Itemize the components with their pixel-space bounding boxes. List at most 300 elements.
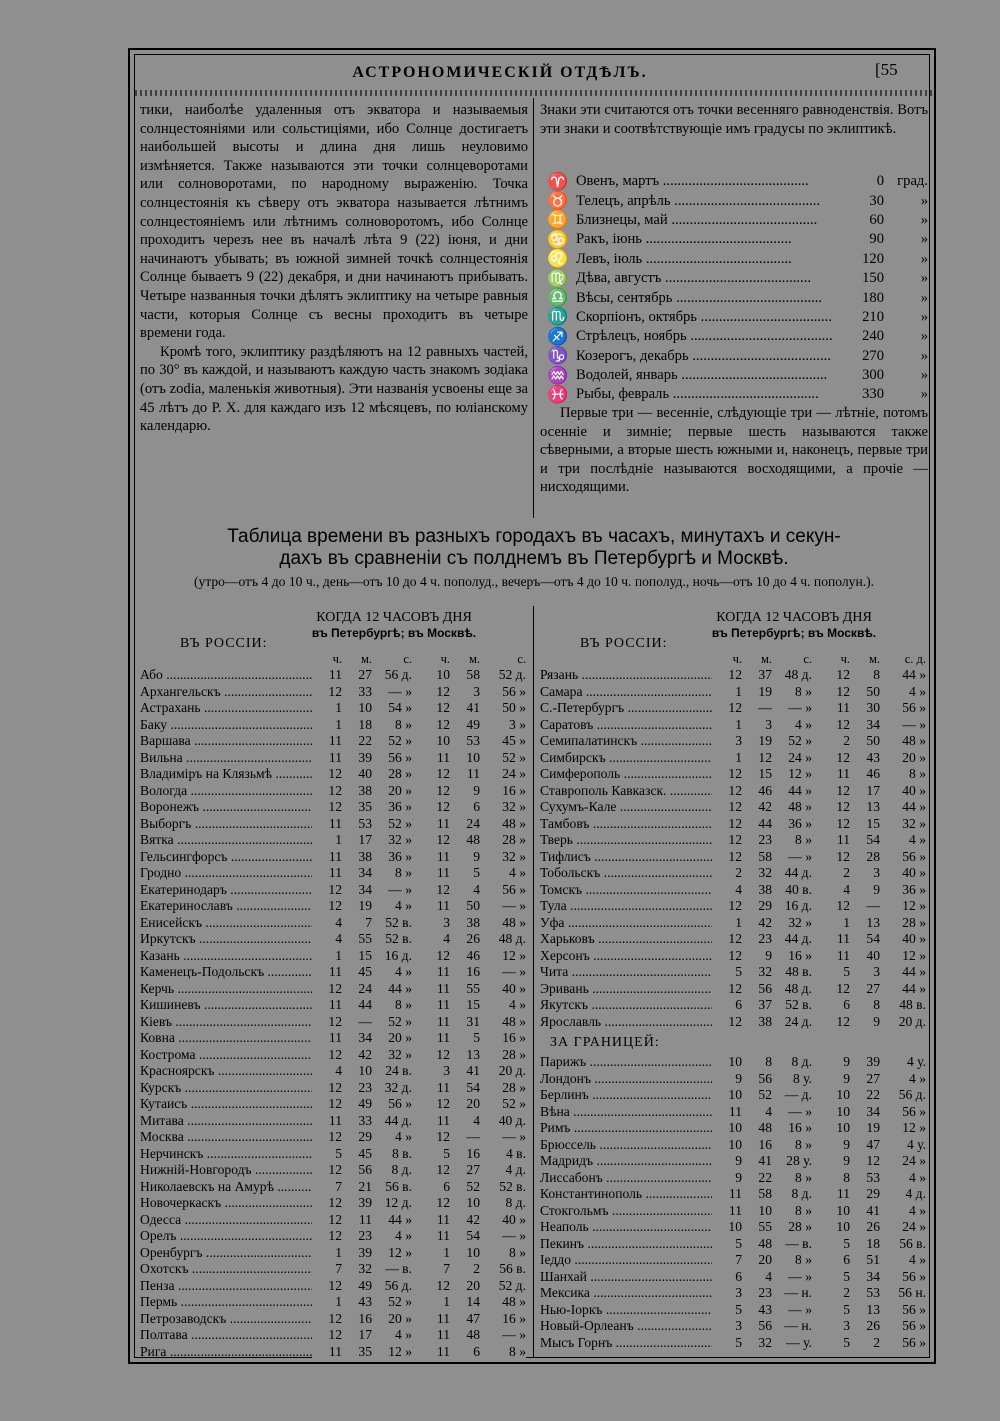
time-value: 11 (712, 1203, 742, 1220)
zodiac-unit: » (890, 231, 928, 248)
unit-label: с. (803, 652, 812, 666)
table-row (140, 1030, 528, 1047)
time-value: 4 » (372, 964, 412, 981)
paragraph-solstice: тики, наиболѣе удаленныя отъ экватора и называемыя солнцестояніями или сольстиціями, ибо Солнце достигаетъ наибольшей высоты и длина дня лишь неуловимо измѣняется. Также называются эти точки солнцеворотами или солноворотами, по народному выраженію. Точка солнцестоянія къ сѣверу отъ экватора называется лѣтнимъ солнцестояніемъ или лѣтнимъ солноворотомъ, ибо Солнце проходитъ черезъ нее въ началѣ лѣта 9 (22) іюня, и дни начинаютъ убывать; въ южной зимней точкѣ солнцестоянія Солнце бываетъ 9 (22) декабря, и дни начинаютъ прибывать. Четыре названныя точки дѣлятъ эклиптику на четыре равныя части, которыя Солнце съ весны проходитъ въ четыре времени года. (140, 102, 528, 342)
time-value: 44 д. (772, 865, 812, 882)
time-value: 49 (342, 1278, 372, 1295)
time-value: 12 (812, 799, 850, 816)
time-value: 33 (342, 684, 372, 701)
time-value: 1 (312, 1294, 342, 1311)
table-row (540, 1318, 928, 1335)
time-value: 16 » (772, 948, 812, 965)
unit-label: с. (517, 652, 526, 666)
time-value: 52 в. (372, 931, 412, 948)
time-value: — » (772, 700, 812, 717)
time-value: 45 » (480, 733, 526, 750)
time-value: 12 (312, 783, 342, 800)
time-value: 12 (712, 948, 742, 965)
time-value: 41 (742, 1153, 772, 1170)
table-row (140, 1096, 528, 1113)
time-value: 10 (712, 1087, 742, 1104)
time-value: 29 (742, 898, 772, 915)
time-value: 5 (712, 1236, 742, 1253)
time-value: 10 (450, 750, 480, 767)
time-value: 12 (712, 898, 742, 915)
time-value: 50 (850, 684, 880, 701)
time-value: 8 (850, 667, 880, 684)
time-value: 12 (812, 1014, 850, 1031)
time-value: 26 (450, 931, 480, 948)
time-value: 9 (712, 1170, 742, 1187)
time-value: 41 (850, 1203, 880, 1220)
time-value: 54 (450, 1228, 480, 1245)
time-value: 12 (412, 717, 450, 734)
time-value: 11 (412, 1080, 450, 1097)
time-value: 4 » (772, 717, 812, 734)
time-value: 12 (312, 1047, 342, 1064)
time-value: 48 (742, 1120, 772, 1137)
time-value: 10 (712, 1219, 742, 1236)
city-name: Сухумъ-Кале ..... (540, 799, 712, 816)
zodiac-unit: » (890, 270, 928, 287)
time-value: 2 (812, 1285, 850, 1302)
zodiac-unit: » (890, 212, 928, 229)
time-value: 43 (342, 1294, 372, 1311)
time-value: 44 д. (772, 931, 812, 948)
table-title-line2: дахъ въ сравненіи съ полднемъ въ Петербургѣ и Москвѣ. (279, 548, 789, 569)
table-row (540, 1087, 928, 1104)
city-name: Вологда ..... (140, 783, 312, 800)
time-value: 52 д. (480, 1278, 526, 1295)
zodiac-row (540, 250, 928, 269)
time-value: 1 (412, 1245, 450, 1262)
region-russia: ВЪ РОССІИ: (180, 636, 268, 651)
time-value: 12 (312, 799, 342, 816)
time-value: 56 » (880, 1302, 926, 1319)
time-value: 5 (812, 964, 850, 981)
units-row-right (540, 652, 928, 667)
unit-label: м. (868, 652, 880, 666)
time-value: 11 (412, 898, 450, 915)
time-value: 32 » (372, 832, 412, 849)
city-name: Рязань ..... (540, 667, 712, 684)
time-value: 10 (712, 1054, 742, 1071)
time-value: 12 (412, 783, 450, 800)
time-value: 48 » (480, 816, 526, 833)
time-value: 8 » (772, 1170, 812, 1187)
time-value: 11 (450, 766, 480, 783)
time-value: 8 » (772, 832, 812, 849)
city-name: Митава ..... (140, 1113, 312, 1130)
time-value: 48 » (880, 733, 926, 750)
time-value: 43 (742, 1302, 772, 1319)
table-row (540, 964, 928, 981)
time-value: — у. (772, 1335, 812, 1352)
time-value: 52 д. (480, 667, 526, 684)
time-value: 32 » (480, 849, 526, 866)
city-name: Симферополь ..... (540, 766, 712, 783)
city-name: Кіевъ ..... (140, 1014, 312, 1031)
page-header-title: АСТРОНОМИЧЕСКІЙ ОТДѢЛЪ. (352, 64, 648, 81)
time-value: 53 (342, 816, 372, 833)
time-value: 32 (342, 1261, 372, 1278)
time-value: 40 в. (772, 882, 812, 899)
time-value: 54 » (372, 700, 412, 717)
time-value: 12 (412, 1096, 450, 1113)
time-value: 35 (342, 799, 372, 816)
time-value: 28 » (480, 1080, 526, 1097)
time-value: 12 (312, 1096, 342, 1113)
time-value: 48 д. (772, 981, 812, 998)
time-value: 11 (312, 849, 342, 866)
time-value: 52 (742, 1087, 772, 1104)
time-value: — » (880, 717, 926, 734)
table-row (140, 750, 528, 767)
time-value: 40 » (480, 1212, 526, 1229)
time-value: 38 (742, 882, 772, 899)
time-value: 2 (450, 1261, 480, 1278)
city-name: Пермь ..... (140, 1294, 312, 1311)
time-value: 4 у. (880, 1054, 926, 1071)
time-value: 5 (712, 964, 742, 981)
table-title-line1: Таблица времени въ разныхъ городахъ въ часахъ, минутахъ и секун- (227, 526, 841, 547)
zodiac-note: Первые три — весенніе, слѣдующіе три — лѣтніе, потомъ осенніе и зимніе; первые шесть называются также сѣверными, а вторые шесть южными и, наконецъ, первые три и три послѣдніе называются восходящими, а прочіе — нисходящими. (540, 405, 928, 496)
time-value: 16 д. (772, 898, 812, 915)
time-value: — » (480, 898, 526, 915)
page-number: [55 (875, 60, 898, 79)
time-value: 43 (850, 750, 880, 767)
table-row (140, 931, 528, 948)
city-name: Гельсингфорсъ ..... (140, 849, 312, 866)
time-value: 52 » (372, 1294, 412, 1311)
zodiac-name: Дѣва, августъ ..... (576, 270, 832, 287)
time-value: 53 (450, 733, 480, 750)
time-value: 26 (850, 1219, 880, 1236)
time-value: 40 » (880, 865, 926, 882)
table-subtitle: (утро—отъ 4 до 10 ч., день—отъ 10 до 4 ч. пополуд., вечеръ—отъ 4 до 10 ч. пополуд., ночь—отъ 10 до 4 ч. пополун.). (193, 574, 875, 589)
time-value: 42 (742, 915, 772, 932)
zodiac-sign-icon: ♎ (547, 288, 569, 308)
zodiac-list (540, 172, 928, 405)
table-row (140, 832, 528, 849)
table-row (140, 766, 528, 783)
time-value: 12 (312, 684, 342, 701)
time-value: 5 (712, 1302, 742, 1319)
city-name: Ставрополь Кавказск. ..... (540, 783, 712, 800)
time-value: 55 (342, 931, 372, 948)
time-value: 3 » (480, 717, 526, 734)
table-row (540, 733, 928, 750)
time-value: 12 (712, 667, 742, 684)
time-value: — » (480, 964, 526, 981)
city-name: Лиссабонъ ..... (540, 1170, 712, 1187)
time-value: 6 (412, 1179, 450, 1196)
time-value: 44 » (880, 667, 926, 684)
time-value: 3 (412, 915, 450, 932)
zodiac-unit: » (890, 193, 928, 210)
time-value: 11 (312, 1344, 342, 1361)
city-name: Екатеринодаръ ..... (140, 882, 312, 899)
time-value: 50 (850, 733, 880, 750)
table-head-cities-right: въ Петербургѣ; въ Москвѣ. (711, 626, 877, 640)
city-name: Керчь ..... (140, 981, 312, 998)
time-value: 1 (712, 684, 742, 701)
time-value: 58 (742, 1186, 772, 1203)
city-name: Нью-Іоркъ ..... (540, 1302, 712, 1319)
time-value: 13 (850, 799, 880, 816)
time-value: 11 (312, 865, 342, 882)
time-value: 28 » (480, 832, 526, 849)
zodiac-name: Телецъ, апрѣль ..... (576, 193, 832, 210)
table-row (540, 1236, 928, 1253)
time-value: 44 » (772, 783, 812, 800)
time-value: 11 (412, 1228, 450, 1245)
time-value: 48 (742, 1236, 772, 1253)
column-divider (533, 98, 534, 518)
time-value: 4 (742, 1104, 772, 1121)
zodiac-unit: » (890, 251, 928, 268)
time-value: 11 (412, 865, 450, 882)
time-value: 42 (742, 799, 772, 816)
unit-label: м. (360, 652, 372, 666)
time-value: 9 (712, 1071, 742, 1088)
time-value: 12 (412, 948, 450, 965)
city-name: Тамбовъ ..... (540, 816, 712, 833)
time-value: 12 (850, 1153, 880, 1170)
zodiac-row (540, 230, 928, 249)
zodiac-name: Рыбы, февраль ..... (576, 386, 832, 403)
city-name: Тобольскъ ..... (540, 865, 712, 882)
time-value: 12 » (372, 1344, 412, 1361)
time-value: 20 » (372, 1311, 412, 1328)
city-name: Мысъ Горнъ ..... (540, 1335, 712, 1352)
time-value: 13 (450, 1047, 480, 1064)
time-value: 2 (812, 733, 850, 750)
time-value: 20 » (880, 750, 926, 767)
time-value: 32 » (480, 799, 526, 816)
time-value: 56 » (880, 1318, 926, 1335)
unit-label: ч. (732, 652, 742, 666)
unit-label: ч. (332, 652, 342, 666)
time-value: 8 » (480, 1245, 526, 1262)
time-value: 10 (412, 733, 450, 750)
time-value: 52 в. (480, 1179, 526, 1196)
zodiac-degrees: 300 (832, 367, 890, 384)
time-value: 28 » (480, 1047, 526, 1064)
time-value: 28 » (372, 766, 412, 783)
time-value: 40 » (880, 931, 926, 948)
time-value: 7 (312, 1261, 342, 1278)
time-value: 44 » (372, 1212, 412, 1229)
time-value: 12 (312, 1014, 342, 1031)
time-value: 54 (450, 1080, 480, 1097)
time-value: 40 (342, 766, 372, 783)
time-value: 12 (712, 816, 742, 833)
time-value: 9 (450, 783, 480, 800)
zodiac-row (540, 191, 928, 210)
zodiac-row (540, 366, 928, 385)
time-value: 12 (712, 931, 742, 948)
table-head-when-right: КОГДА 12 ЧАСОВЪ ДНЯ (716, 610, 872, 625)
time-value: 5 (312, 1146, 342, 1163)
time-value: 11 (712, 1186, 742, 1203)
zodiac-name: Ракъ, іюнь ..... (576, 231, 832, 248)
time-value: 20 » (372, 783, 412, 800)
time-value: 16 (450, 964, 480, 981)
time-value: 19 (742, 733, 772, 750)
time-value: 38 (342, 783, 372, 800)
time-value: 24 » (772, 750, 812, 767)
time-value: 44 » (880, 981, 926, 998)
table-head-when: КОГДА 12 ЧАСОВЪ ДНЯ (316, 610, 472, 625)
time-value: 56 в. (372, 1179, 412, 1196)
table-row (140, 915, 528, 932)
table-row (540, 1153, 928, 1170)
table-row (140, 1179, 528, 1196)
time-value: 12 » (880, 898, 926, 915)
city-name: Херсонъ ..... (540, 948, 712, 965)
time-value: 40 » (480, 981, 526, 998)
time-value: 37 (742, 997, 772, 1014)
zodiac-row (540, 211, 928, 230)
city-name: Москва ..... (140, 1129, 312, 1146)
zodiac-degrees: 240 (832, 328, 890, 345)
time-value: 16 » (480, 783, 526, 800)
time-value: 12 (812, 898, 850, 915)
time-value: 48 д. (772, 667, 812, 684)
time-value: 56 » (480, 684, 526, 701)
city-name: Ковна ..... (140, 1030, 312, 1047)
time-value: 11 (412, 1014, 450, 1031)
time-value: 12 (312, 1311, 342, 1328)
time-value: 23 (742, 931, 772, 948)
paragraph-zodiac: Кромѣ того, эклиптику раздѣляютъ на 12 равныхъ частей, по 30° въ каждой, и называютъ каждую часть знакомъ зодіака (отъ zodia, маленькія животныя). Эти названія усвоены еще за 45 лѣтъ до Р. Х. для каждаго изъ 12 мѣсяцевъ, по юліанскому календарю. (140, 343, 528, 435)
time-value: 11 (812, 931, 850, 948)
city-name: Уфа ..... (540, 915, 712, 932)
city-name: Новочеркаскъ ..... (140, 1195, 312, 1212)
time-value: 4 » (880, 1203, 926, 1220)
time-value: 11 (412, 1344, 450, 1361)
time-value: 22 (342, 733, 372, 750)
time-value: 48 (450, 1327, 480, 1344)
table-row (140, 700, 528, 717)
time-value: 12 (312, 1228, 342, 1245)
time-value: 52 » (480, 1096, 526, 1113)
table-row (140, 1245, 528, 1262)
time-value: 1 (812, 915, 850, 932)
table-row (140, 1047, 528, 1064)
zodiac-degrees: 150 (832, 270, 890, 287)
time-value: 8 » (372, 997, 412, 1014)
time-value: 8 д. (480, 1195, 526, 1212)
city-name: Новый-Орлеанъ ..... (540, 1318, 712, 1335)
city-name: Архангельскъ ..... (140, 684, 312, 701)
city-name: Иркутскъ ..... (140, 931, 312, 948)
time-value: 28 » (880, 915, 926, 932)
time-value: 12 » (372, 1245, 412, 1262)
zodiac-row (540, 385, 928, 404)
time-value: 11 (412, 964, 450, 981)
table-row (540, 684, 928, 701)
time-value: 52 » (372, 816, 412, 833)
time-value: — » (480, 1228, 526, 1245)
time-value: 12 (312, 1327, 342, 1344)
time-value: 21 (342, 1179, 372, 1196)
time-value: 52 » (480, 750, 526, 767)
time-value: 22 (850, 1087, 880, 1104)
time-value: 6 (712, 997, 742, 1014)
time-value: 56 (742, 981, 772, 998)
time-value: 6 (450, 799, 480, 816)
time-value: 49 (450, 717, 480, 734)
zodiac-unit: » (890, 386, 928, 403)
time-value: 9 (712, 1153, 742, 1170)
header-rule (135, 90, 932, 96)
table-row (540, 1219, 928, 1236)
table-row (140, 1344, 528, 1361)
zodiac-sign-icon: ♒ (547, 365, 569, 385)
time-value: 24 д. (772, 1014, 812, 1031)
time-value: — (742, 700, 772, 717)
time-value: 56 д. (372, 1278, 412, 1295)
city-name: Чита ..... (540, 964, 712, 981)
time-value: 48 д. (480, 931, 526, 948)
time-value: 56 » (880, 1104, 926, 1121)
table-row (140, 1261, 528, 1278)
time-value: 52 в. (372, 915, 412, 932)
table-row (540, 667, 928, 684)
time-value: 8 » (772, 1252, 812, 1269)
zodiac-degrees: 120 (832, 251, 890, 268)
time-value: 47 (850, 1137, 880, 1154)
time-value: — д. (772, 1087, 812, 1104)
time-value: 48 » (772, 799, 812, 816)
table-row (540, 948, 928, 965)
time-value: 8 (850, 997, 880, 1014)
time-value: 12 (412, 700, 450, 717)
time-value: 11 (312, 816, 342, 833)
time-value: 15 (342, 948, 372, 965)
city-name: Кишиневъ ..... (140, 997, 312, 1014)
zodiac-name: Водолей, январь ..... (576, 367, 832, 384)
time-value: 20 » (372, 1030, 412, 1047)
time-value: 39 (342, 1245, 372, 1262)
time-value: 4 (712, 882, 742, 899)
table-row (140, 1294, 528, 1311)
time-value: 36 » (880, 882, 926, 899)
time-value: 12 (712, 700, 742, 717)
city-name: Красноярскъ ..... (140, 1063, 312, 1080)
time-value: 27 (342, 667, 372, 684)
time-value: 56 » (880, 1269, 926, 1286)
zodiac-unit: град. (890, 173, 928, 190)
time-value: 24 » (880, 1153, 926, 1170)
time-value: 9 (450, 849, 480, 866)
zodiac-name: Скорпіонъ, октябрь ..... (576, 309, 832, 326)
time-value: 19 (342, 898, 372, 915)
time-value: 10 (812, 1219, 850, 1236)
zodiac-degrees: 0 (832, 173, 890, 190)
time-value: 56 д. (372, 667, 412, 684)
table-row (540, 882, 928, 899)
unit-label: с. (403, 652, 412, 666)
time-value: 11 (412, 1113, 450, 1130)
time-value: 10 (450, 1195, 480, 1212)
time-value: 48 » (480, 1014, 526, 1031)
time-value: 51 (850, 1252, 880, 1269)
time-value: 1 (312, 717, 342, 734)
table-title (130, 526, 938, 570)
